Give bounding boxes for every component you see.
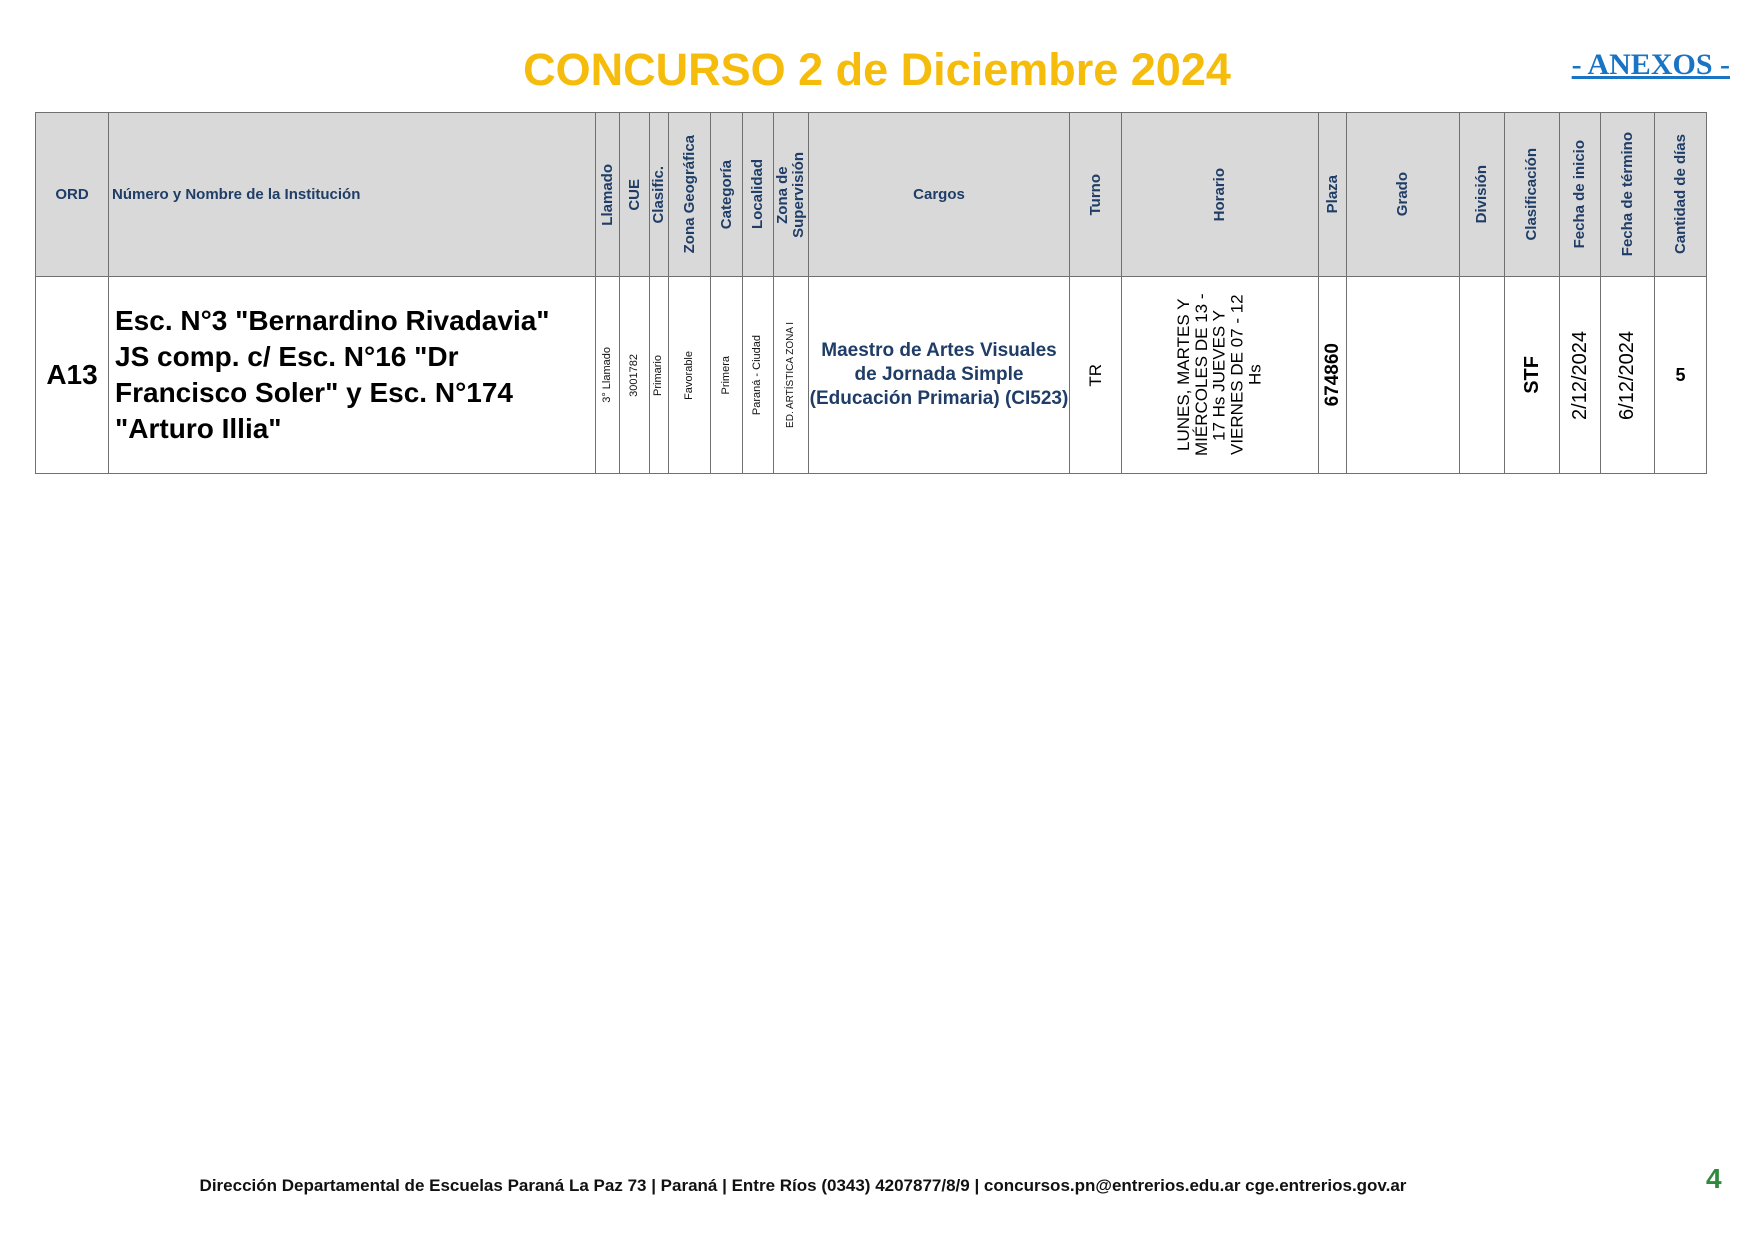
header-grado: Grado	[1394, 172, 1412, 217]
header-categoria: Categoría	[717, 159, 735, 230]
header-cantidad-dias: Cantidad de días	[1671, 134, 1689, 255]
cell-zona-supervision: ED. ARTÍSTICA ZONA I	[784, 322, 796, 428]
header-cargos: Cargos	[809, 113, 1070, 277]
cell-horario: LUNES, MARTES Y MIÉRCOLES DE 13 - 17 Hs JUEVES Y VIERNES DE 07 - 12 Hs	[1174, 293, 1265, 457]
cell-plaza: 674860	[1321, 343, 1343, 407]
cell-turno: TR	[1085, 363, 1105, 387]
header-row	[36, 113, 1707, 277]
header-zona-supervision-line1: Zona de	[774, 165, 792, 224]
cell-cargos: Maestro de Artes Visuales de Jornada Simple (Educación Primaria) (CI523)	[809, 277, 1070, 474]
header-fecha-inicio: Fecha de inicio	[1571, 140, 1589, 249]
header-zona-supervision-line2: Supervisión	[790, 151, 807, 238]
header-horario: Horario	[1211, 167, 1229, 222]
header-fecha-termino: Fecha de término	[1618, 132, 1636, 257]
anexos-link[interactable]: - ANEXOS -	[1571, 48, 1730, 81]
table-row	[36, 277, 1707, 474]
cell-llamado: 3° Llamado	[600, 347, 613, 403]
cell-categoria: Primera	[719, 355, 732, 395]
header-ord: ORD	[36, 113, 109, 277]
cell-fecha-inicio: 2/12/2024	[1568, 330, 1591, 420]
cell-grado	[1347, 277, 1460, 474]
cell-clasificacion: STF	[1520, 356, 1543, 394]
cell-localidad: Paraná - Ciudad	[751, 334, 764, 416]
header-cue: CUE	[625, 178, 643, 211]
header-llamado: Llamado	[598, 163, 616, 226]
header-clasific: Clasific.	[650, 165, 668, 224]
header-clasificacion: Clasificación	[1523, 148, 1541, 241]
cell-cantidad-dias: 5	[1655, 277, 1707, 474]
cell-fecha-termino: 6/12/2024	[1616, 330, 1638, 420]
cell-ord: A13	[36, 277, 109, 474]
header-zona-geografica: Zona Geográfica	[680, 135, 698, 254]
header-institucion: Número y Nombre de la Institución	[109, 113, 596, 277]
header-plaza: Plaza	[1323, 175, 1341, 214]
cell-clasific: Primario	[652, 354, 665, 396]
header-zona-supervision	[775, 152, 807, 238]
cell-division	[1460, 277, 1505, 474]
page-number: 4	[1706, 1163, 1722, 1194]
header-turno: Turno	[1086, 173, 1104, 216]
page-footer: Dirección Departamental de Escuelas Paraná La Paz 73 | Paraná | Entre Ríos (0343) 4207877/8/9 | concursos.pn@entrerios.edu.ar cge.entrerios.gov.ar	[199, 1176, 1407, 1195]
header-localidad: Localidad	[749, 159, 767, 230]
cell-institucion: Esc. N°3 "Bernardino Rivadavia" JS comp. c/ Esc. N°16 "Dr Francisco Soler" y Esc. N°174 "Arturo Illia"	[109, 277, 596, 474]
header-division: División	[1473, 165, 1491, 224]
page-title: CONCURSO 2 de Diciembre 2024	[523, 44, 1231, 95]
cell-cue: 3001782	[627, 353, 640, 397]
cell-zona-geografica: Favorable	[682, 350, 695, 400]
concurso-table	[35, 112, 1707, 474]
